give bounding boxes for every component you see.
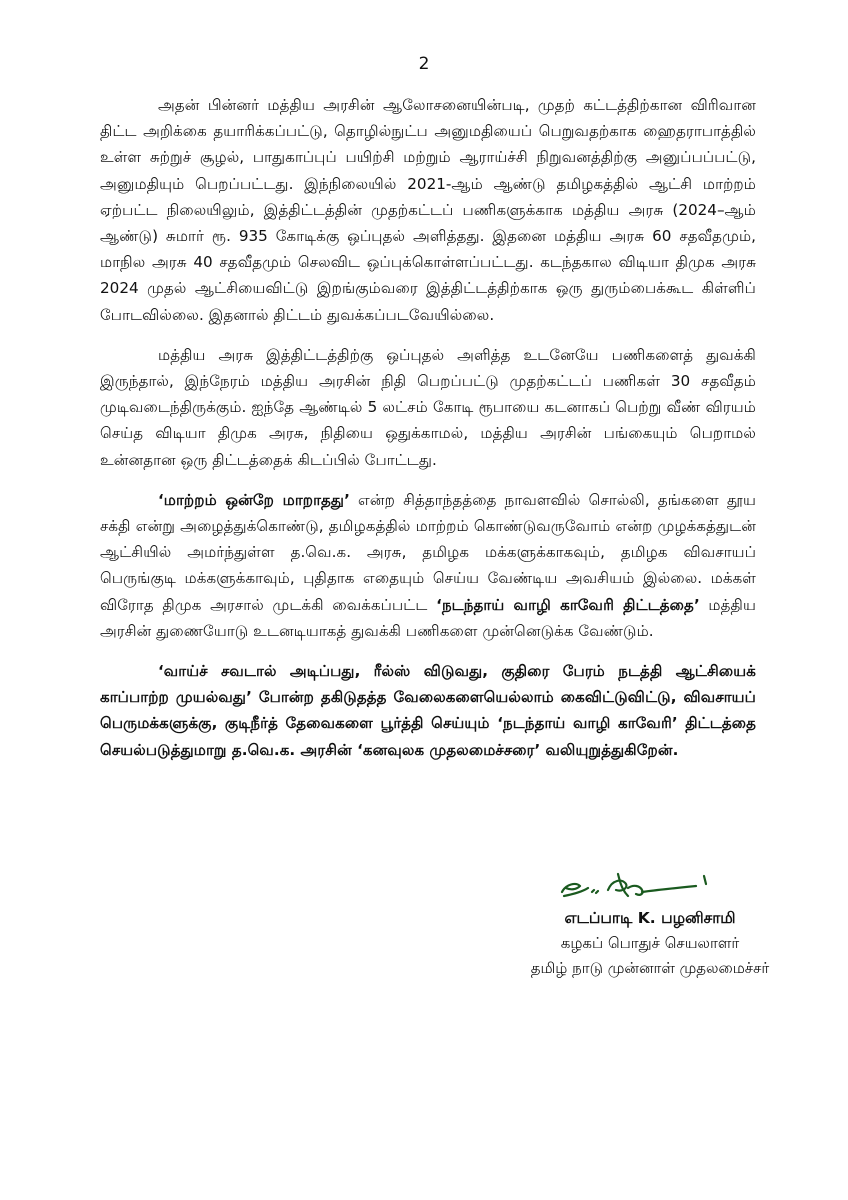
quote-slogan: ‘மாற்றம் ஒன்றே மாறாதது’ [158,490,350,509]
paragraph-3 [100,487,756,644]
paragraph-3-end: மத்திய அரசின் துணையோடு உடனடியாகத் துவக்கி பணிகளை முன்னெடுக்க வேண்டும். [100,595,756,640]
handwritten-signature [556,866,716,906]
signature-block [500,906,800,981]
letter-body [100,92,756,777]
signatory-role: கழகப் பொதுச் செயலாளர் [560,934,740,952]
signatory-title: தமிழ் நாடு முன்னாள் முதலமைச்சர் [530,959,770,977]
paragraph-2: மத்திய அரசு இத்திட்டத்திற்கு ஒப்புதல் அளித்த உடனேயே பணிகளைத் துவக்கி இருந்தால், இந்நேரம் மத்திய அரசின் நிதி பெறப்பட்டு முதற்கட்டப் பணிகள் 30 சதவீதம் முடிவடைந்திருக்கும். ஐந்தே ஆண்டில் 5 லட்சம் கோடி ரூபாயை கடனாகப் பெற்று வீண் விரயம் செய்த விடியா திமுக அரசு, நிதியை ஒதுக்காமல், மத்திய அரசின் பங்கையும் பெறாமல் உன்னதான ஒரு திட்டத்தைக் கிடப்பில் போட்டது. [100,345,756,469]
paragraph-3-text: என்ற சித்தாந்தத்தை நாவளவில் சொல்லி, தங்களை தூய சக்தி என்று அழைத்துக்கொண்டு, தமிழகத்தில் மாற்றம் கொண்டுவருவோம் என்ற முழக்கத்துடன் ஆட்சியில் அமர்ந்துள்ள த.வெ.க. அரசு, தமிழக மக்களுக்காகவும், தமிழக விவசாயப் பெருங்குடி மக்களுக்காவும், புதிதாக எதையும் செய்ய வேண்டிய அவசியம் இல்லை. மக்கள் விரோத திமுக அரசால் முடக்கி வைக்கப்பட்ட [100,490,757,614]
page-number: 2 [418,54,430,74]
signatory-name: எடப்பாடி K. பழனிசாமி [564,909,736,927]
scheme-name: ‘நடந்தாய் வாழி காவேரி திட்டத்தை’ [436,595,700,614]
paragraph-4: ‘வாய்ச் சவடால் அடிப்பது, ரீல்ஸ் விடுவது, குதிரை பேரம் நடத்தி ஆட்சியைக் காப்பாற்ற முயல்வது’ போன்ற தகிடுதத்த வேலைகளையெல்லாம் கைவிட்டுவிட்டு, விவசாயப் பெருமக்களுக்கு, குடிநீர்த் தேவைகளை பூர்த்தி செய்யும் ‘நடந்தாய் வாழி காவேரி’ திட்டத்தை செயல்படுத்துமாறு த.வெ.க. அரசின் ‘கனவுலக முதலமைச்சரை’ வலியுறுத்துகிறேன். [100,662,756,759]
paragraph-1: அதன் பின்னர் மத்திய அரசின் ஆலோசனையின்படி, முதற் கட்டத்திற்கான விரிவான திட்ட அறிக்கை தயாரிக்கப்பட்டு, தொழில்நுட்ப அனுமதியைப் பெறுவதற்காக ஹைதராபாத்தில் உள்ள சுற்றுச் சூழல், பாதுகாப்புப் பயிற்சி மற்றும் ஆராய்ச்சி நிறுவனத்திற்கு அனுப்பப்பட்டு, அனுமதியும் பெறப்பட்டது. இந்நிலையில் 2021-ஆம் ஆண்டு தமிழகத்தில் ஆட்சி மாற்றம் ஏற்பட்ட நிலையிலும், இத்திட்டத்தின் முதற்கட்டப் பணிகளுக்காக மத்திய அரசு (2024–ஆம் ஆண்டு) சுமார் ரூ. 935 கோடிக்கு ஒப்புதல் அளித்தது. இதனை மத்திய அரசு 60 சதவீதமும், மாநில அரசு 40 சதவீதமும் செலவிட ஒப்புக்கொள்ளப்பட்டது. கடந்தகால விடியா திமுக அரசு 2024 முதல் ஆட்சியைவிட்டு இறங்கும்வரை இத்திட்டத்திற்காக ஒரு துரும்பைக்கூட கிள்ளிப் போடவில்லை. இதனால் திட்டம் துவக்கப்படவேயில்லை. [100,96,756,324]
